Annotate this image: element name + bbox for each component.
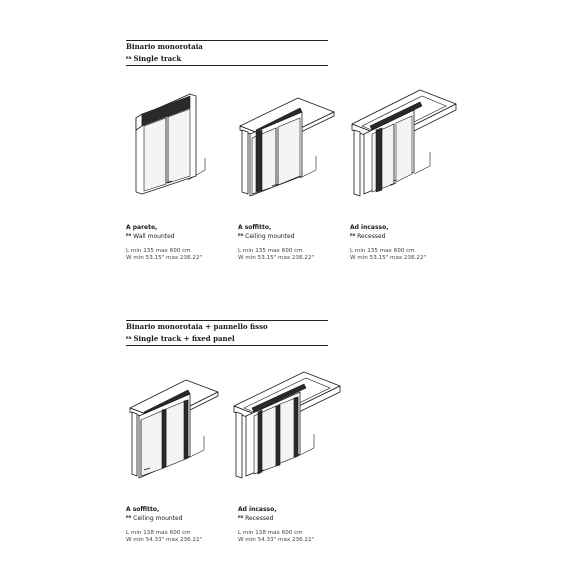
section-top-rule: [126, 40, 328, 41]
section-single-track-fixed-panel-header: [126, 320, 328, 346]
section-title-en: [126, 54, 328, 64]
ceiling-mounted-fixed-panel-drawing: [128, 370, 220, 480]
caption-en: [238, 514, 348, 523]
caption-it: A parete,: [126, 224, 158, 231]
caption-it: Ad incasso,: [350, 224, 389, 231]
caption-wall-mounted: [126, 224, 236, 263]
en-language-tag: EN: [126, 335, 132, 340]
caption-recessed: [350, 224, 460, 263]
en-language-tag: EN: [126, 514, 132, 519]
en-language-tag: EN: [238, 514, 244, 519]
en-language-tag: EN: [126, 55, 132, 60]
dimension-width: W min 53.15" max 236.22": [350, 255, 427, 262]
recessed-door-drawing: [350, 86, 458, 198]
dimension-length: L min 135 max 600 cm: [350, 248, 415, 254]
caption-ceiling-mounted: [238, 224, 348, 263]
ceiling-mounted-door-drawing: [238, 86, 336, 196]
section-title-it-text: Binario monorotaia: [126, 42, 203, 51]
caption-en-text: Wall mounted: [133, 232, 175, 240]
caption-en: [126, 232, 236, 241]
en-language-tag: EN: [350, 232, 356, 237]
section-bottom-rule: [126, 65, 328, 66]
dimension-length: L min 135 max 600 cm: [238, 248, 303, 254]
section-title-en-text: Single track + fixed panel: [133, 333, 235, 343]
section-title-it-text: Binario monorotaia + pannello fisso: [126, 322, 268, 331]
section-title-en-text: Single track: [133, 53, 182, 63]
caption-it: A soffitto,: [238, 224, 272, 231]
section-title-it: [126, 323, 328, 332]
dimensions: [126, 530, 236, 545]
caption-en: [350, 232, 460, 241]
caption-en-text: Ceiling mounted: [133, 514, 183, 522]
caption-en: [238, 232, 348, 241]
dimension-width: W min 54.33" max 236.22": [126, 537, 203, 544]
dimension-length: L min 138 max 600 cm: [238, 530, 303, 536]
section-title-it: [126, 43, 328, 52]
section-single-track-header: [126, 40, 328, 66]
caption-recessed-fixed: [238, 506, 348, 545]
dimensions: [238, 248, 348, 263]
dimensions: [350, 248, 460, 263]
dimension-width: W min 54.33" max 236.22": [238, 537, 315, 544]
dimension-length: L min 135 max 600 cm: [126, 248, 191, 254]
caption-en-text: Ceiling mounted: [245, 232, 295, 240]
recessed-fixed-panel-drawing: [232, 368, 342, 480]
caption-en-text: Recessed: [245, 514, 274, 522]
section-bottom-rule: [126, 345, 328, 346]
caption-en: [126, 514, 236, 523]
dimensions: [238, 530, 348, 545]
dimension-width: W min 53.15" max 236.22": [238, 255, 315, 262]
caption-it: Ad incasso,: [238, 506, 277, 513]
caption-ceiling-mounted-fixed: [126, 506, 236, 545]
caption-en-text: Recessed: [357, 232, 386, 240]
section-title-en: [126, 334, 328, 344]
wall-mounted-door-drawing: [130, 88, 210, 196]
section-top-rule: [126, 320, 328, 321]
en-language-tag: EN: [238, 232, 244, 237]
caption-it: A soffitto,: [126, 506, 160, 513]
en-language-tag: EN: [126, 232, 132, 237]
dimension-width: W min 53.15" max 236.22": [126, 255, 203, 262]
dimensions: [126, 248, 236, 263]
dimension-length: L min 138 max 600 cm: [126, 530, 191, 536]
